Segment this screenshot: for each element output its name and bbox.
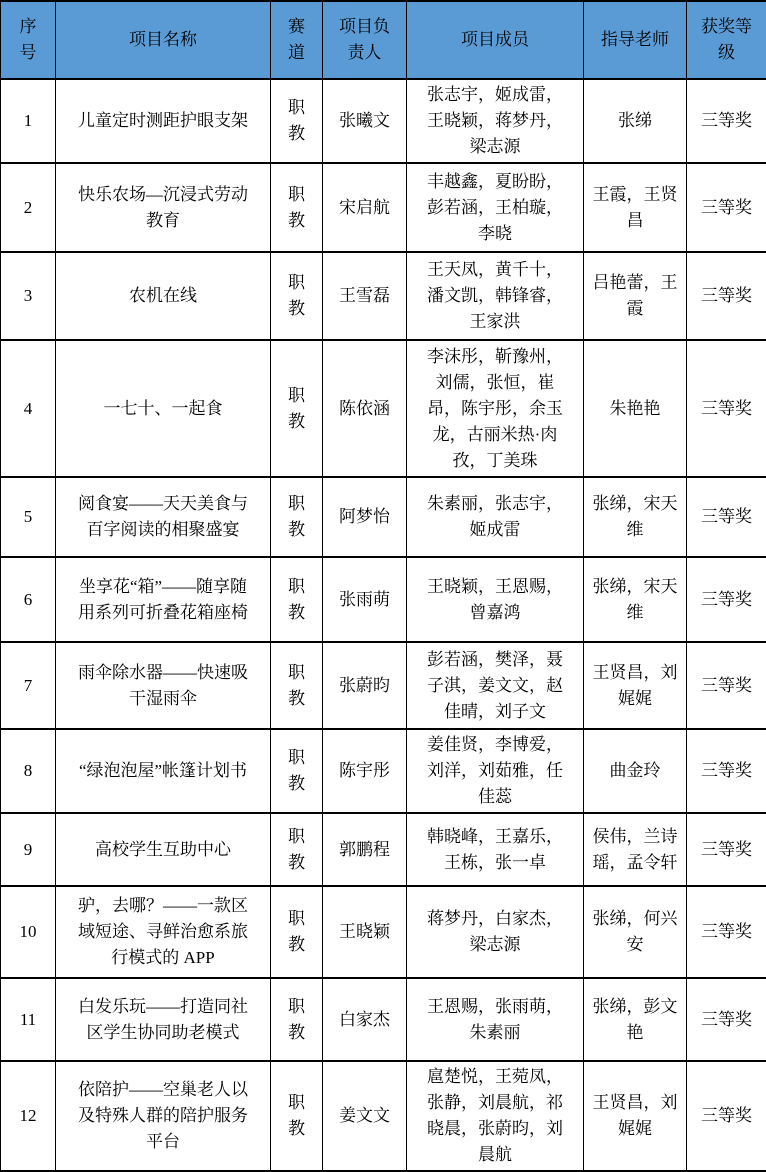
cell-track: 职教	[271, 642, 323, 729]
cell-track: 职教	[271, 813, 323, 886]
cell-members: 李沫彤，靳豫州，刘儒，张恒，崔昂，陈宇彤，余玉龙，古丽米热·肉孜，丁美珠	[407, 340, 584, 477]
cell-no: 2	[1, 163, 56, 252]
cell-teacher: 王贤昌，刘娓娓	[584, 1061, 687, 1171]
table-row	[1, 729, 766, 813]
cell-members: 张志宇，姬成雷，王晓颖，蒋梦丹，梁志源	[407, 79, 584, 163]
cell-award: 三等奖	[687, 340, 766, 477]
table-row	[1, 79, 766, 163]
cell-teacher: 王霞，王贤昌	[584, 163, 687, 252]
cell-no: 6	[1, 557, 56, 642]
cell-teacher: 张绨	[584, 79, 687, 163]
cell-teacher: 王贤昌，刘娓娓	[584, 642, 687, 729]
cell-teacher: 吕艳蕾，王霞	[584, 252, 687, 340]
cell-teacher: 侯伟，兰诗瑶，孟令轩	[584, 813, 687, 886]
cell-no: 8	[1, 729, 56, 813]
cell-no: 3	[1, 252, 56, 340]
cell-track: 职教	[271, 886, 323, 978]
cell-no: 10	[1, 886, 56, 978]
cell-award: 三等奖	[687, 557, 766, 642]
cell-name: 雨伞除水器——快速吸干湿雨伞	[56, 642, 271, 729]
table-body	[1, 79, 766, 1171]
col-header-award-level: 获奖等级	[687, 1, 766, 79]
cell-no: 1	[1, 79, 56, 163]
cell-award: 三等奖	[687, 729, 766, 813]
cell-leader: 张曦文	[323, 79, 407, 163]
cell-leader: 宋启航	[323, 163, 407, 252]
cell-award: 三等奖	[687, 252, 766, 340]
cell-members: 韩晓峰，王嘉乐，王栋，张一卓	[407, 813, 584, 886]
cell-no: 12	[1, 1061, 56, 1171]
cell-no: 4	[1, 340, 56, 477]
col-header-leader: 项目负责人	[323, 1, 407, 79]
cell-members: 扈楚悦，王菀凤，张静，刘晨航，祁晓晨，张蔚昀，刘晨航	[407, 1061, 584, 1171]
col-header-project-name: 项目名称	[56, 1, 271, 79]
cell-award: 三等奖	[687, 163, 766, 252]
cell-award: 三等奖	[687, 1061, 766, 1171]
cell-name: 儿童定时测距护眼支架	[56, 79, 271, 163]
cell-track: 职教	[271, 477, 323, 557]
cell-members: 丰越鑫，夏盼盼，彭若涵，王柏璇，李晓	[407, 163, 584, 252]
cell-track: 职教	[271, 729, 323, 813]
cell-leader: 陈依涵	[323, 340, 407, 477]
cell-track: 职教	[271, 340, 323, 477]
cell-teacher: 朱艳艳	[584, 340, 687, 477]
cell-award: 三等奖	[687, 886, 766, 978]
cell-leader: 王雪磊	[323, 252, 407, 340]
cell-name: 坐享花“箱”——随享随用系列可折叠花箱座椅	[56, 557, 271, 642]
cell-name: 一七十、一起食	[56, 340, 271, 477]
table-row	[1, 557, 766, 642]
cell-no: 9	[1, 813, 56, 886]
cell-teacher: 张绨，彭文艳	[584, 978, 687, 1061]
cell-leader: 王晓颖	[323, 886, 407, 978]
cell-award: 三等奖	[687, 642, 766, 729]
cell-members: 王天凤，黄千十，潘文凯，韩锋睿，王家洪	[407, 252, 584, 340]
cell-teacher: 张绨，宋天维	[584, 557, 687, 642]
cell-leader: 张蔚昀	[323, 642, 407, 729]
cell-name: 快乐农场—沉浸式劳动教育	[56, 163, 271, 252]
cell-members: 蒋梦丹，白家杰，梁志源	[407, 886, 584, 978]
col-header-members: 项目成员	[407, 1, 584, 79]
cell-members: 朱素丽，张志宇，姬成雷	[407, 477, 584, 557]
table-row	[1, 340, 766, 477]
cell-teacher: 张绨，何兴安	[584, 886, 687, 978]
cell-track: 职教	[271, 1061, 323, 1171]
col-header-no: 序号	[1, 1, 56, 79]
cell-members: 王晓颖，王恩赐，曾嘉鸿	[407, 557, 584, 642]
cell-name: 农机在线	[56, 252, 271, 340]
cell-name: 驴，去哪？——一款区域短途、寻鲜治愈系旅行模式的 APP	[56, 886, 271, 978]
cell-leader: 阿梦怡	[323, 477, 407, 557]
cell-award: 三等奖	[687, 79, 766, 163]
header-row	[1, 1, 766, 79]
cell-award: 三等奖	[687, 477, 766, 557]
cell-teacher: 曲金玲	[584, 729, 687, 813]
cell-award: 三等奖	[687, 978, 766, 1061]
cell-members: 彭若涵，樊泽，聂子淇，姜文文，赵佳晴，刘子文	[407, 642, 584, 729]
cell-leader: 陈宇彤	[323, 729, 407, 813]
cell-members: 姜佳贤，李博爱，刘洋，刘茹雅，任佳蕊	[407, 729, 584, 813]
cell-no: 11	[1, 978, 56, 1061]
cell-track: 职教	[271, 978, 323, 1061]
col-header-teacher: 指导老师	[584, 1, 687, 79]
col-header-track: 赛道	[271, 1, 323, 79]
cell-track: 职教	[271, 252, 323, 340]
table-row	[1, 1061, 766, 1171]
cell-members: 王恩赐，张雨萌，朱素丽	[407, 978, 584, 1061]
cell-no: 5	[1, 477, 56, 557]
cell-name: 阅食宴——天天美食与百字阅读的相聚盛宴	[56, 477, 271, 557]
table-row	[1, 886, 766, 978]
cell-award: 三等奖	[687, 813, 766, 886]
table-row	[1, 813, 766, 886]
cell-leader: 姜文文	[323, 1061, 407, 1171]
cell-name: 依陪护——空巢老人以及特殊人群的陪护服务平台	[56, 1061, 271, 1171]
table-row	[1, 252, 766, 340]
cell-no: 7	[1, 642, 56, 729]
cell-track: 职教	[271, 557, 323, 642]
table-row	[1, 642, 766, 729]
cell-track: 职教	[271, 163, 323, 252]
cell-leader: 白家杰	[323, 978, 407, 1061]
table-row	[1, 477, 766, 557]
table-row	[1, 163, 766, 252]
cell-teacher: 张绨，宋天维	[584, 477, 687, 557]
table-row	[1, 978, 766, 1061]
cell-leader: 张雨萌	[323, 557, 407, 642]
cell-name: 白发乐玩——打造同社区学生协同助老模式	[56, 978, 271, 1061]
cell-track: 职教	[271, 79, 323, 163]
cell-name: “绿泡泡屋”帐篷计划书	[56, 729, 271, 813]
cell-leader: 郭鹏程	[323, 813, 407, 886]
cell-name: 高校学生互助中心	[56, 813, 271, 886]
